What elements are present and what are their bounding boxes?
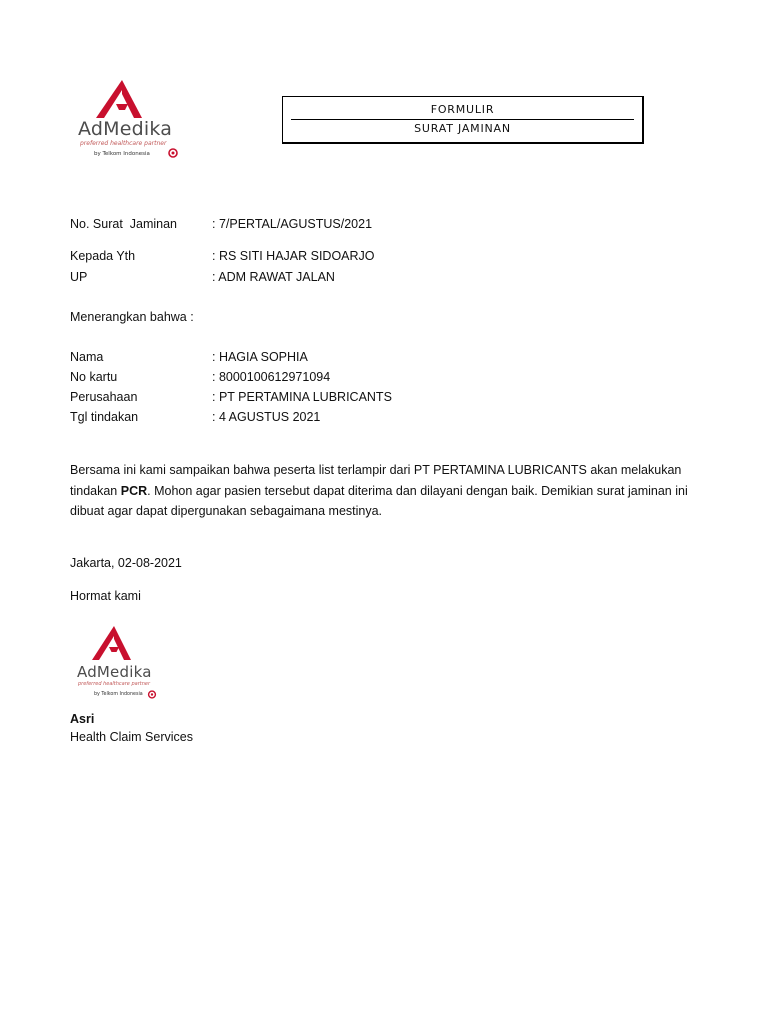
logo-tagline: preferred healthcare partner	[78, 681, 151, 687]
field-value-no-kartu: : 8000100612971094	[212, 370, 331, 384]
form-subtitle: SURAT JAMINAN	[414, 122, 511, 135]
form-title-box	[282, 96, 644, 144]
field-label-no-surat: No. Surat Jaminan	[70, 217, 177, 231]
logo-brand-text: AdMedika	[77, 663, 152, 681]
field-label-tgl-tindakan: Tgl tindakan	[70, 410, 139, 424]
form-title: FORMULIR	[430, 103, 495, 116]
logo-telkom-text: by Telkom Indonesia	[94, 151, 150, 157]
logo-telkom-text: by Telkom Indonesia	[94, 692, 143, 697]
field-label-up: UP	[70, 270, 88, 284]
body-paragraph	[70, 460, 690, 522]
logo-brand-text: AdMedika	[78, 118, 173, 140]
body-paragraph-bold: PCR	[120, 483, 148, 498]
field-label-no-kartu: No kartu	[70, 370, 118, 384]
telkom-icon	[166, 148, 180, 158]
intro-text: Menerangkan bahwa :	[70, 310, 194, 324]
signer-name: Asri	[70, 712, 95, 726]
field-value-kepada: : RS SITI HAJAR SIDOARJO	[212, 249, 375, 263]
place-date: Jakarta, 02-08-2021	[70, 556, 182, 570]
field-label-nama: Nama	[70, 350, 104, 364]
telkom-icon	[146, 690, 158, 699]
body-paragraph-part2: . Mohon agar pasien tersebut dapat diterima dan dilayani dengan baik. Demikian surat jaminan ini dibuat agar dapat dipergunakan sebagaimana mestinya.	[70, 483, 688, 518]
closing-text: Hormat kami	[70, 589, 141, 603]
field-label-perusahaan: Perusahaan	[70, 390, 138, 404]
field-value-perusahaan: : PT PERTAMINA LUBRICANTS	[212, 390, 392, 404]
field-value-no-surat: : 7/PERTAL/AGUSTUS/2021	[212, 217, 373, 231]
admedika-logo-top	[76, 78, 186, 162]
field-value-nama: : HAGIA SOPHIA	[212, 350, 308, 364]
logo-tagline: preferred healthcare partner	[80, 140, 167, 147]
admedika-logo-bottom	[74, 624, 164, 706]
signer-title: Health Claim Services	[70, 730, 193, 744]
form-title-divider	[291, 119, 634, 120]
field-value-up: : ADM RAWAT JALAN	[212, 270, 335, 284]
body-paragraph-part1: Bersama ini kami sampaikan bahwa peserta list terlampir dari PT PERTAMINA LUBRICANTS akan melakukan tindakan	[70, 463, 682, 498]
field-value-tgl-tindakan: : 4 AGUSTUS 2021	[212, 410, 321, 424]
field-label-kepada: Kepada Yth	[70, 249, 136, 263]
